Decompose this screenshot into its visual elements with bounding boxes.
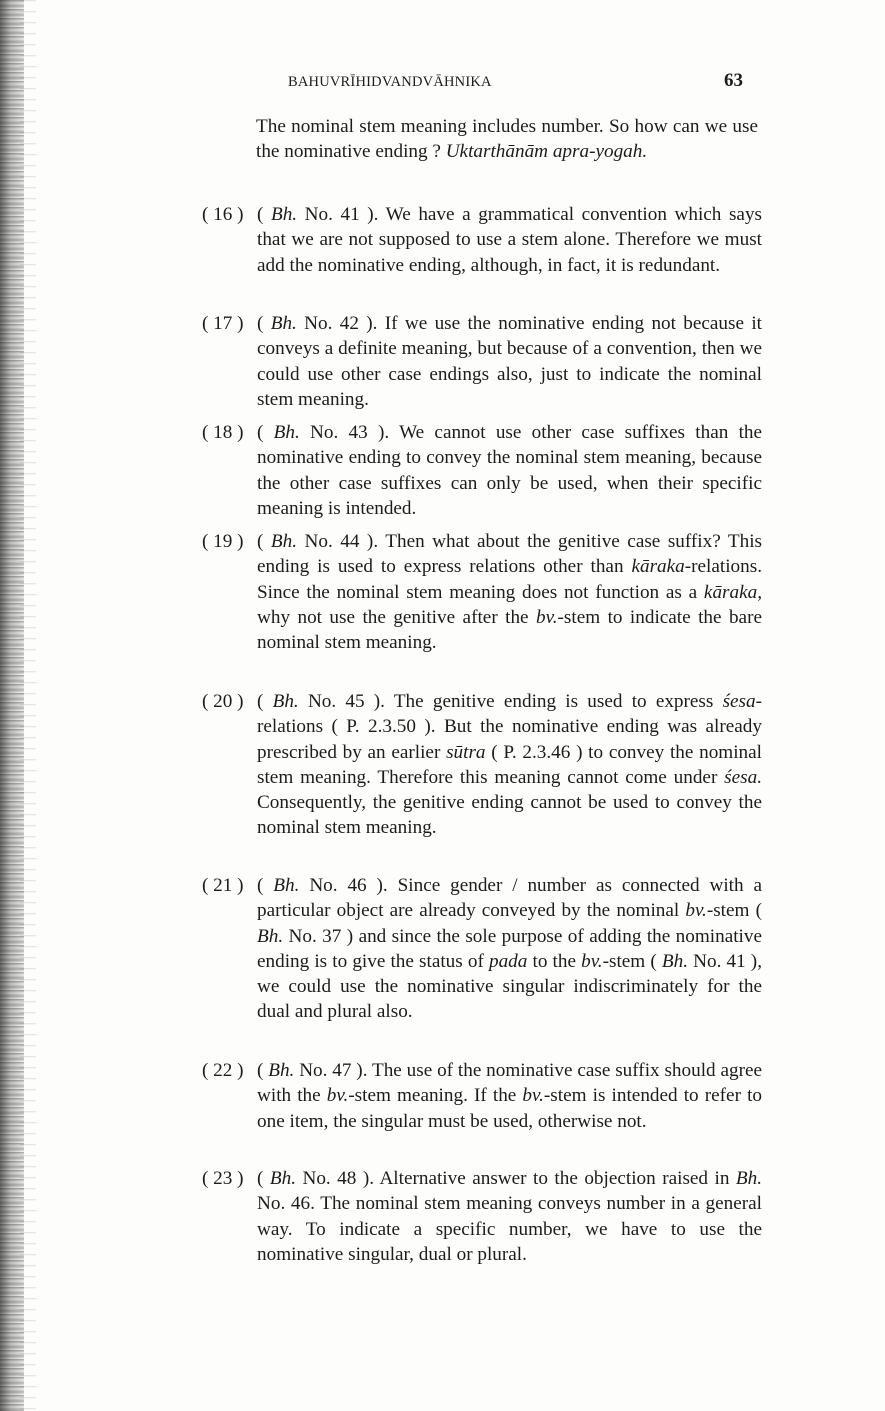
paragraph-18 bbox=[202, 420, 762, 521]
running-title: BAHUVRĪHIDVANDVĀHNIKA bbox=[288, 74, 492, 90]
paragraph-number: ( 22 ) bbox=[202, 1060, 244, 1081]
paragraph-16 bbox=[202, 202, 762, 278]
paragraph-number: ( 20 ) bbox=[202, 691, 244, 712]
paragraph-number: ( 21 ) bbox=[202, 875, 244, 896]
paragraph-20 bbox=[202, 689, 762, 841]
page-number: 63 bbox=[724, 70, 743, 91]
paragraph-19 bbox=[202, 529, 762, 655]
paragraph-body: ( Bh. No. 42 ). If we use the nominative ending not because it conveys a definite meaning, but because of a convention, then we could use other case endings also, just to indicate the nominal stem meaning. bbox=[257, 313, 762, 410]
paragraph-body: ( Bh. No. 48 ). Alternative answer to the objection raised in Bh. No. 46. The nominal stem meaning conveys number in a general way. To indicate a specific number, we have to use the nominative singular, dual or plural. bbox=[257, 1168, 763, 1265]
intro-sanskrit: Uktarthānām apra-yogah. bbox=[445, 141, 648, 163]
paragraph-23 bbox=[202, 1166, 762, 1267]
paragraph-body: ( Bh. No. 41 ). We have a grammatical convention which says that we are not supposed to use a stem alone. Therefore we must add the nominative ending, although, in fact, it is redundant. bbox=[257, 204, 763, 276]
paragraph-22 bbox=[202, 1058, 762, 1134]
paragraph-body: ( Bh. No. 46 ). Since gender / number as connected with a particular object are already conveyed by the nominal bv.-stem ( Bh. No. 37 ) and since the sole purpose of adding the nominative ending is to give the status of pada to the bv.-stem ( Bh. No. 41 ), we could use the nominative singular indiscriminately for the dual and plural also. bbox=[257, 875, 763, 1023]
intro-paragraph bbox=[256, 114, 758, 165]
paragraph-body: ( Bh. No. 47 ). The use of the nominative case suffix should agree with the bv.-stem meaning. If the bv.-stem is intended to refer to one item, the singular must be used, otherwise not. bbox=[257, 1060, 762, 1132]
paragraph-number: ( 23 ) bbox=[202, 1168, 244, 1189]
paragraph-body: ( Bh. No. 44 ). Then what about the genitive case suffix? This ending is used to express relations other than kāraka-relations. Since the nominal stem meaning does not function as a kāraka, why not use the genitive after the bv.-stem to indicate the bare nominal stem meaning. bbox=[257, 531, 763, 654]
paragraph-17 bbox=[202, 311, 762, 412]
paragraph-body: ( Bh. No. 43 ). We cannot use other case suffixes than the nominative ending to convey the nominal stem meaning, because the other case suffixes can only be used, when their specific meaning is intended. bbox=[257, 422, 763, 519]
paragraph-body: ( Bh. No. 45 ). The genitive ending is used to express śesa-relations ( P. 2.3.50 ). But the nominative ending was already prescribed by an earlier sūtra ( P. 2.3.46 ) to convey the nominal stem meaning. Therefore this meaning cannot come under śesa. Consequently, the genitive ending cannot be used to convey the nominal stem meaning. bbox=[257, 691, 763, 839]
paragraph-21 bbox=[202, 873, 762, 1025]
paragraph-number: ( 19 ) bbox=[202, 531, 244, 552]
paragraph-number: ( 17 ) bbox=[202, 313, 244, 334]
scan-edge-specks bbox=[20, 0, 36, 1411]
paragraph-number: ( 16 ) bbox=[202, 204, 244, 225]
paragraph-number: ( 18 ) bbox=[202, 422, 244, 443]
intro-text: The nominal stem meaning includes number. So how can we use the nominative ending ? bbox=[256, 116, 758, 163]
